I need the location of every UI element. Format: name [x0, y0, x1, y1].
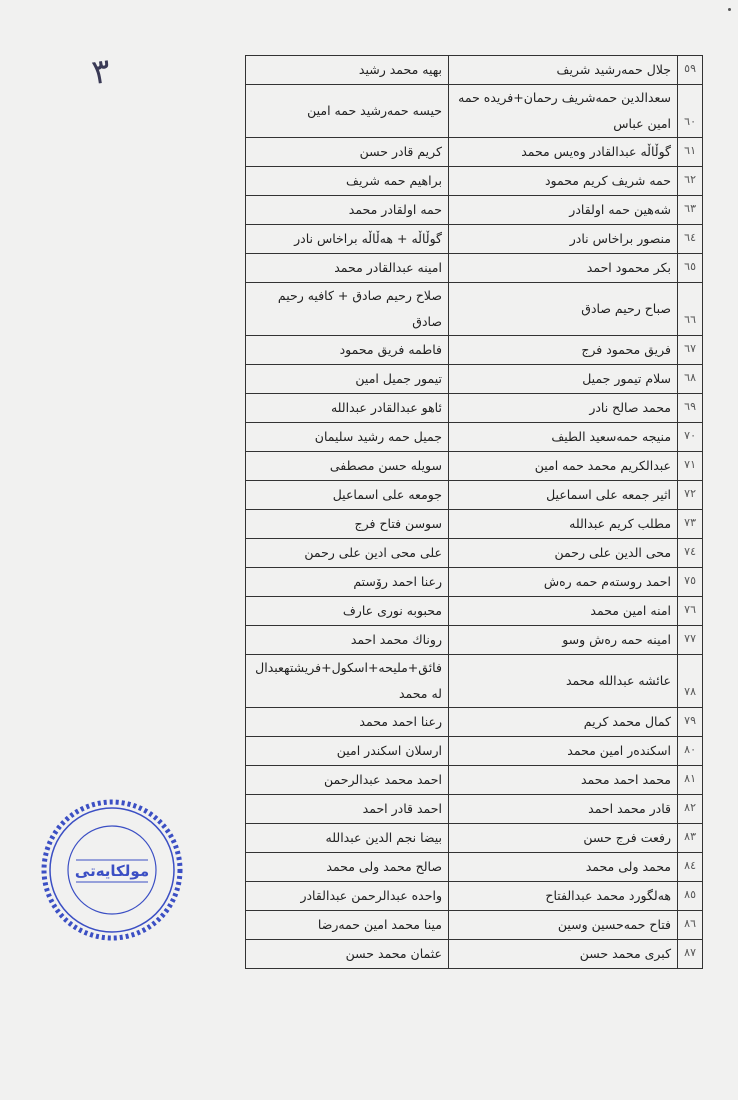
row-number: ٧١ [678, 452, 703, 481]
beneficiary-cell: رعنا احمد رۆستم [246, 568, 449, 597]
table-row [246, 626, 703, 655]
beneficiary-cell: بيضا نجم الدين عبدالله [246, 824, 449, 853]
beneficiary-cell: على محى ادين على رحمن [246, 539, 449, 568]
table-row [246, 655, 703, 708]
table-row [246, 882, 703, 911]
row-number: ٦٦ [678, 283, 703, 336]
name-cell: احمد روستەم حمه رەش [448, 568, 677, 597]
table-row [246, 824, 703, 853]
row-number: ٧٤ [678, 539, 703, 568]
beneficiary-cell: احمد قادر احمد [246, 795, 449, 824]
row-number: ٦٥ [678, 254, 703, 283]
beneficiary-cell: عثمان محمد حسن [246, 940, 449, 969]
name-cell: عائشه عبدالله محمد [448, 655, 677, 708]
names-table [245, 55, 703, 969]
beneficiary-cell: ئاهو عبدالقادر عبدالله [246, 394, 449, 423]
row-number: ٨٠ [678, 737, 703, 766]
beneficiary-cell: حمه اولقادر محمد [246, 196, 449, 225]
beneficiary-cell: كريم قادر حسن [246, 138, 449, 167]
beneficiary-cell: جميل حمه رشيد سليمان [246, 423, 449, 452]
name-cell: سعدالدين حمەشريف رحمان+فريده حمه امين عباس [448, 85, 677, 138]
row-number: ٨٢ [678, 795, 703, 824]
table-row [246, 539, 703, 568]
name-cell: سلام تيمور جميل [448, 365, 677, 394]
stamp-text: مولكايەتی [74, 862, 150, 880]
table-row [246, 283, 703, 336]
table-row [246, 853, 703, 882]
beneficiary-cell: محبوبه نورى عارف [246, 597, 449, 626]
table-row [246, 481, 703, 510]
row-number: ٧٨ [678, 655, 703, 708]
page-number: ٣ [89, 50, 113, 94]
row-number: ٨٤ [678, 853, 703, 882]
name-cell: كبرى محمد حسن [448, 940, 677, 969]
table-row [246, 911, 703, 940]
row-number: ٨١ [678, 766, 703, 795]
beneficiary-cell: تيمور جميل امين [246, 365, 449, 394]
beneficiary-cell: واحده عبدالرحمن عبدالقادر [246, 882, 449, 911]
table-row [246, 365, 703, 394]
beneficiary-cell: احمد محمد عبدالرحمن [246, 766, 449, 795]
beneficiary-cell: بهيه محمد رشيد [246, 56, 449, 85]
table-row [246, 766, 703, 795]
beneficiary-cell: گوڵاڵه + هەڵاڵه براخاس نادر [246, 225, 449, 254]
row-number: ٨٣ [678, 824, 703, 853]
name-cell: هەلگورد محمد عبدالفتاح [448, 882, 677, 911]
name-cell: منيجه حمەسعيد الطيف [448, 423, 677, 452]
row-number: ٦٨ [678, 365, 703, 394]
name-cell: شەهين حمه اولقادر [448, 196, 677, 225]
table-row [246, 940, 703, 969]
row-number: ٧٠ [678, 423, 703, 452]
beneficiary-cell: سوسن فتاح فرج [246, 510, 449, 539]
row-number: ٥٩ [678, 56, 703, 85]
beneficiary-cell: سويله حسن مصطفى [246, 452, 449, 481]
row-number: ٧٦ [678, 597, 703, 626]
name-cell: حمه شريف كريم محمود [448, 167, 677, 196]
table-row [246, 167, 703, 196]
name-cell: اسكندەر امين محمد [448, 737, 677, 766]
beneficiary-cell: امينه عبدالقادر محمد [246, 254, 449, 283]
table-row [246, 737, 703, 766]
row-number: ٨٥ [678, 882, 703, 911]
row-number: ٦٢ [678, 167, 703, 196]
beneficiary-cell: صلاح رحيم صادق + كافيه رحيم صادق [246, 283, 449, 336]
name-cell: محمد صالح نادر [448, 394, 677, 423]
name-cell: منصور براخاس نادر [448, 225, 677, 254]
beneficiary-cell: رعنا احمد محمد [246, 708, 449, 737]
beneficiary-cell: روناك محمد احمد [246, 626, 449, 655]
table-row [246, 597, 703, 626]
beneficiary-cell: صالح محمد ولى محمد [246, 853, 449, 882]
table-row [246, 394, 703, 423]
beneficiary-cell: ارسلان اسكندر امين [246, 737, 449, 766]
row-number: ٦٩ [678, 394, 703, 423]
beneficiary-cell: براهيم حمه شريف [246, 167, 449, 196]
table-row [246, 196, 703, 225]
row-number: ٧٩ [678, 708, 703, 737]
table-row [246, 85, 703, 138]
row-number: ٧٧ [678, 626, 703, 655]
name-cell: محمد احمد محمد [448, 766, 677, 795]
table-row [246, 336, 703, 365]
table-row [246, 708, 703, 737]
table-row [246, 423, 703, 452]
name-cell: اثير جمعه على اسماعيل [448, 481, 677, 510]
name-cell: رفعت فرج حسن [448, 824, 677, 853]
name-cell: صباح رحيم صادق [448, 283, 677, 336]
table-row [246, 452, 703, 481]
row-number: ٦١ [678, 138, 703, 167]
beneficiary-cell: فاطمه فريق محمود [246, 336, 449, 365]
beneficiary-cell: فائق+مليحه+اسكول+فريشتهعبدال له محمد [246, 655, 449, 708]
table-row [246, 795, 703, 824]
row-number: ٨٦ [678, 911, 703, 940]
name-cell: امينه حمه رەش وسو [448, 626, 677, 655]
row-number: ٨٧ [678, 940, 703, 969]
table-body [246, 56, 703, 969]
row-number: ٦٠ [678, 85, 703, 138]
table-row [246, 254, 703, 283]
row-number: ٧٢ [678, 481, 703, 510]
name-cell: محمد ولى محمد [448, 853, 677, 882]
name-cell: عبدالكريم محمد حمه امين [448, 452, 677, 481]
name-cell: قادر محمد احمد [448, 795, 677, 824]
name-cell: امنه امين محمد [448, 597, 677, 626]
row-number: ٦٣ [678, 196, 703, 225]
official-stamp [40, 798, 185, 943]
speck [728, 8, 731, 11]
name-cell: مطلب كريم عبدالله [448, 510, 677, 539]
table-row [246, 138, 703, 167]
beneficiary-cell: حيسه حمەرشيد حمه امين [246, 85, 449, 138]
name-cell: فتاح حمەحسين وسين [448, 911, 677, 940]
row-number: ٦٤ [678, 225, 703, 254]
beneficiary-cell: مينا محمد امين حمەرضا [246, 911, 449, 940]
name-cell: گوڵاڵه عبدالقادر وەيس محمد [448, 138, 677, 167]
name-cell: جلال حمەرشيد شريف [448, 56, 677, 85]
table-row [246, 225, 703, 254]
name-cell: فريق محمود فرج [448, 336, 677, 365]
name-cell: محى الدين على رحمن [448, 539, 677, 568]
row-number: ٦٧ [678, 336, 703, 365]
row-number: ٧٣ [678, 510, 703, 539]
table-row [246, 568, 703, 597]
table-row [246, 56, 703, 85]
beneficiary-cell: جومعه على اسماعيل [246, 481, 449, 510]
name-cell: كمال محمد كريم [448, 708, 677, 737]
row-number: ٧٥ [678, 568, 703, 597]
table-row [246, 510, 703, 539]
name-cell: بكر محمود احمد [448, 254, 677, 283]
